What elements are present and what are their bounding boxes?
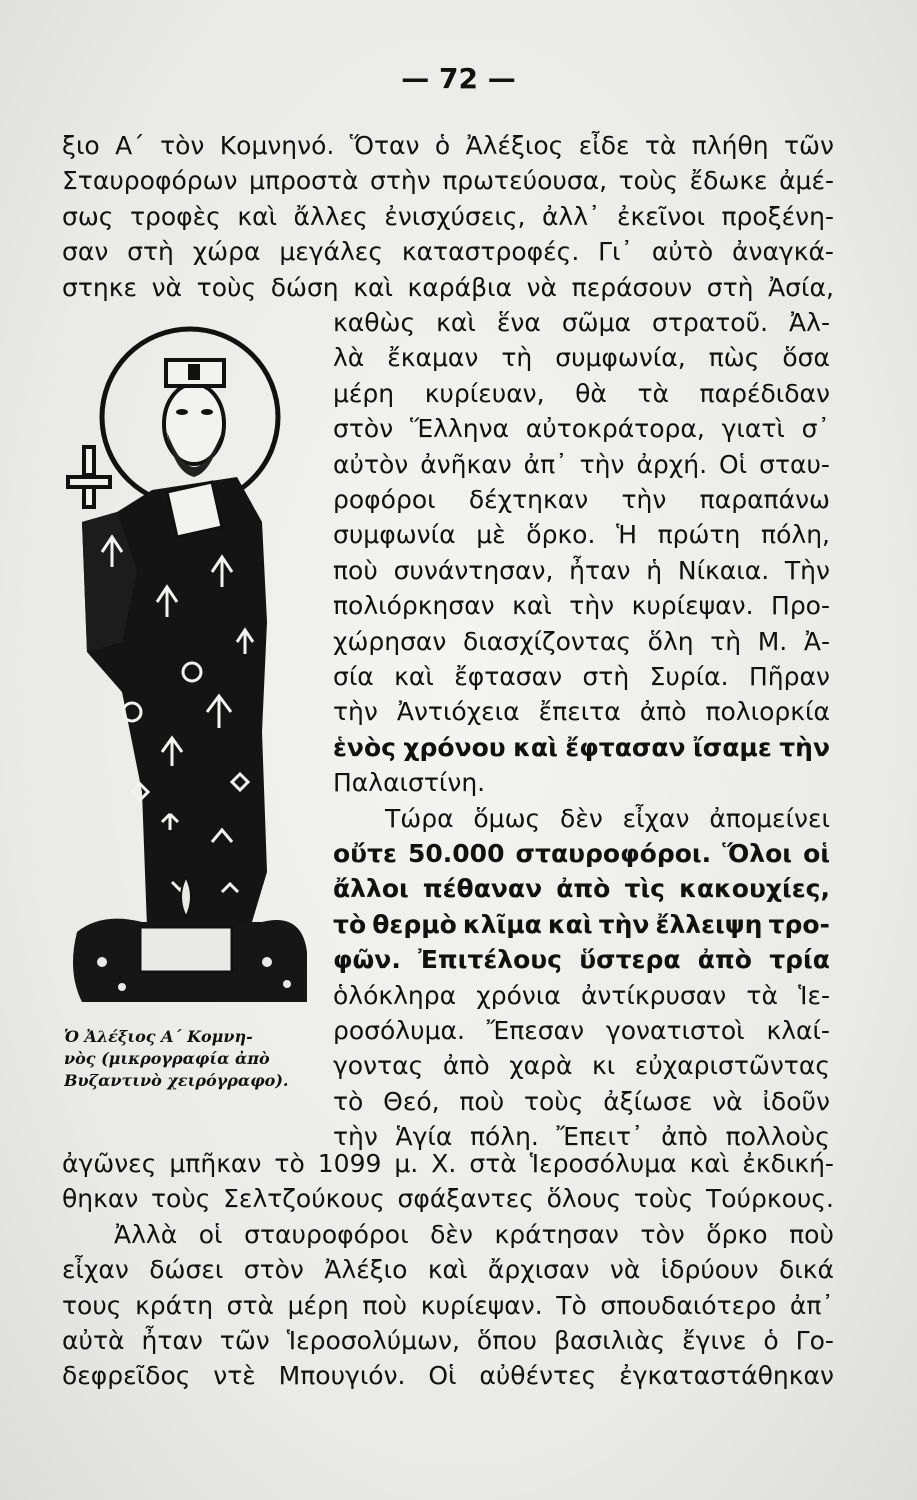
text-line: αὐτὸν ἀνῆκαν ἀπ᾽ τὴν ἀρχή. Οἱ σταυ- [333, 449, 830, 479]
text-line: τὴν Ἀντιόχεια ἔπειτα ἀπὸ πολιορκία [333, 697, 830, 727]
text-line: ἀγῶνες μπῆκαν τὸ 1099 μ. Χ. στὰ Ἱεροσόλυμα καὶ ἐκδική- [62, 1149, 834, 1178]
text-line: ἄλλοι πέθαναν ἀπὸ τὶς κακουχίες, [333, 874, 830, 904]
text-line: αὐτὰ ἦταν τῶν Ἱεροσολύμων, ὅπου βασιλιὰς ἔγινε ὁ Γο- [62, 1326, 834, 1355]
text-line: συμφωνία μὲ ὅρκο. Ἡ πρώτη πόλη, [333, 520, 830, 550]
text-line: καθὼς καὶ ἕνα σῶμα στρατοῦ. Ἀλ- [333, 308, 830, 337]
text-line: μέρη κυρίευαν, θὰ τὰ παρέδιδαν [333, 378, 830, 408]
text-line: γοντας ἀπὸ χαρὰ κι εὐχαριστῶντας [333, 1051, 830, 1081]
text-line: ροφόροι δέχτηκαν τὴν παραπάνω [333, 485, 830, 514]
text-line: ἑνὸς χρόνου καὶ ἔφτασαν ἴσαμε τὴν [333, 732, 830, 762]
text-line: ξιο Α΄ τὸν Κομνηνό. Ὅταν ὁ Ἀλέξιος εἶδε τὰ πλήθη τῶν [62, 131, 834, 160]
caption-line: Ὁ Ἀλέξιος Α΄ Κομνη- [64, 1027, 253, 1046]
text-line: τους κράτη στὰ μέρη ποὺ κυρίεψαν. Τὸ σπουδαιότερο ἀπ᾽ [62, 1290, 834, 1320]
text-line: θηκαν τοὺς Σελτζούκους σφάξαντες ὅλους τοὺς Τούρκους. [62, 1184, 834, 1214]
text-line: σως τροφὲς καὶ ἄλλες ἐνισχύσεις, ἀλλ᾽ ἐκεῖνοι προξένη- [62, 201, 834, 231]
text-line: τὴν Ἁγία πόλη. Ἔπειτ᾽ ἀπὸ πολλοὺς [333, 1122, 830, 1152]
text-line: χώρησαν διασχίζοντας ὅλη τὴ Μ. Ἀ- [333, 626, 830, 656]
text-line: Σταυροφόρων μπροστὰ στὴν πρωτεύουσα, τοὺς ἔδωκε ἀμέ- [62, 166, 834, 196]
text-line: τὸ θερμὸ κλῖμα καὶ τὴν ἔλλειψη τρο- [333, 909, 830, 939]
text-line: δεφρεῖδος ντὲ Μπουγιόν. Οἱ αὐθέντες ἐγκαταστάθηκαν [62, 1361, 834, 1391]
text-line: εἶχαν δώσει στὸν Ἀλέξιο καὶ ἄρχισαν νὰ ἱδρύουν δικά [62, 1255, 834, 1285]
text-line: στὸν Ἕλληνα αὐτοκράτορα, γιατὶ σ᾽ [333, 414, 830, 444]
text-line: οὔτε 50.000 σταυροφόροι. Ὅλοι οἱ [333, 839, 830, 868]
caption-line: νὸς (μικρογραφία ἀπὸ [64, 1049, 270, 1068]
illustration-caption [64, 1026, 310, 1092]
text-line: λὰ ἔκαμαν τὴ συμφωνία, πὼς ὅσα [333, 343, 830, 373]
text-line: σία καὶ ἔφτασαν στὴ Συρία. Πῆραν [333, 662, 830, 691]
text-line: φῶν. Ἐπιτέλους ὕστερα ἀπὸ τρία [333, 945, 830, 975]
text-line: ποὺ συνάντησαν, ἦταν ἡ Νίκαια. Τὴν [333, 555, 830, 585]
text-line: ροσόλυμα. Ἔπεσαν γονατιστοὶ κλαί- [333, 1016, 830, 1045]
caption-line: Βυζαντινὸ χειρόγραφο). [64, 1071, 289, 1090]
text-line: σαν στὴ χώρα μεγάλες καταστροφές. Γι᾽ αὐτὸ ἀναγκά- [62, 237, 834, 267]
text-line: στηκε νὰ τοὺς δώση καὶ καράβια νὰ περάσουν στὴ Ἀσία, [62, 272, 834, 302]
page-number: — 72 — [401, 62, 516, 95]
text-line: Τώρα ὅμως δὲν εἶχαν ἀπομείνει [385, 803, 830, 833]
text-line: τὸ Θεό, ποὺ τοὺς ἀξίωσε νὰ ἰδοῦν [333, 1086, 830, 1116]
text-line: Παλαιστίνη. [333, 768, 486, 798]
text-line: πολιόρκησαν καὶ τὴν κυρίεψαν. Προ- [333, 591, 830, 621]
text-line: ὁλόκληρα χρόνια ἀντίκρυσαν τὰ Ἱε- [333, 980, 830, 1010]
text-line: Ἀλλὰ οἱ σταυροφόροι δὲν κράτησαν τὸν ὅρκο ποὺ [114, 1219, 834, 1249]
byzantine-emperor-miniature-icon [62, 312, 312, 1012]
